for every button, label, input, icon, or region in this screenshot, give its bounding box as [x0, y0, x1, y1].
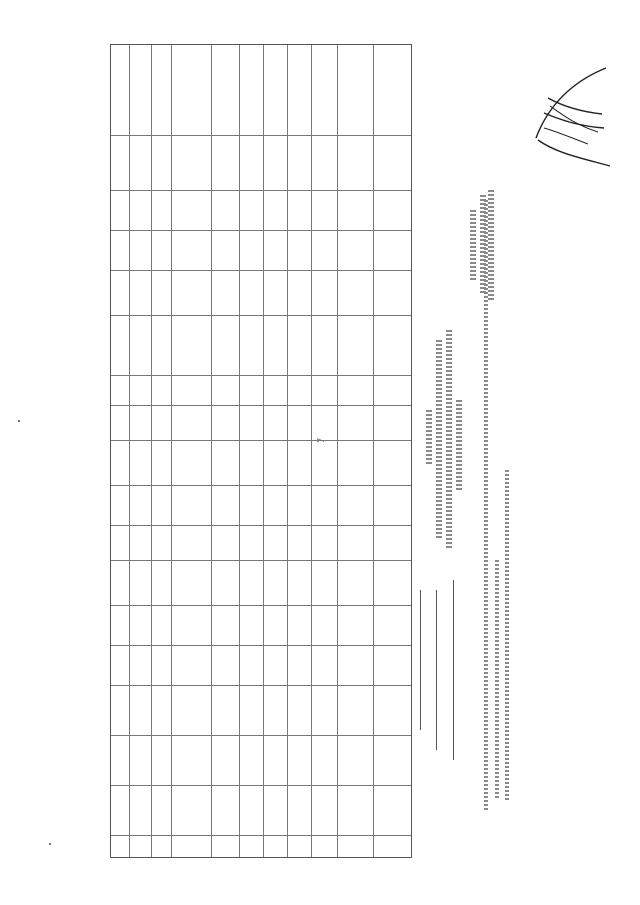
table-row-line: [111, 685, 411, 686]
dot-mark: [18, 420, 20, 422]
title-text: [426, 410, 432, 465]
table-row-line: [111, 440, 411, 441]
report-table: [110, 44, 412, 858]
table-row-line: [111, 485, 411, 486]
table-row-line: [111, 785, 411, 786]
page-number: 7: [315, 438, 326, 443]
table-row-line: [111, 135, 411, 136]
subtitle-text: [436, 340, 442, 540]
table-row-line: [111, 525, 411, 526]
table-row-line: [111, 560, 411, 561]
footnote-text: [484, 200, 488, 810]
table-row-line: [111, 835, 411, 836]
footnote-text: [505, 470, 509, 800]
table-row-line: [111, 315, 411, 316]
table-row-line: [111, 605, 411, 606]
signature-line: [453, 580, 454, 760]
signature-line: [436, 590, 437, 750]
table-row-line: [111, 190, 411, 191]
table-row-line: [111, 375, 411, 376]
header-text-block: [470, 210, 476, 280]
table-row-line: [111, 270, 411, 271]
signature-line: [420, 590, 421, 730]
table-row-line: [111, 735, 411, 736]
subtitle-text: [456, 400, 462, 490]
table-row-line: [111, 645, 411, 646]
table-row-line: [111, 230, 411, 231]
footnote-text: [495, 560, 499, 800]
subtitle-text: [446, 330, 452, 550]
dot-mark: [49, 843, 51, 845]
header-text-block-line: [488, 190, 494, 300]
signature-mark: [526, 58, 616, 178]
table-row-line: [111, 405, 411, 406]
